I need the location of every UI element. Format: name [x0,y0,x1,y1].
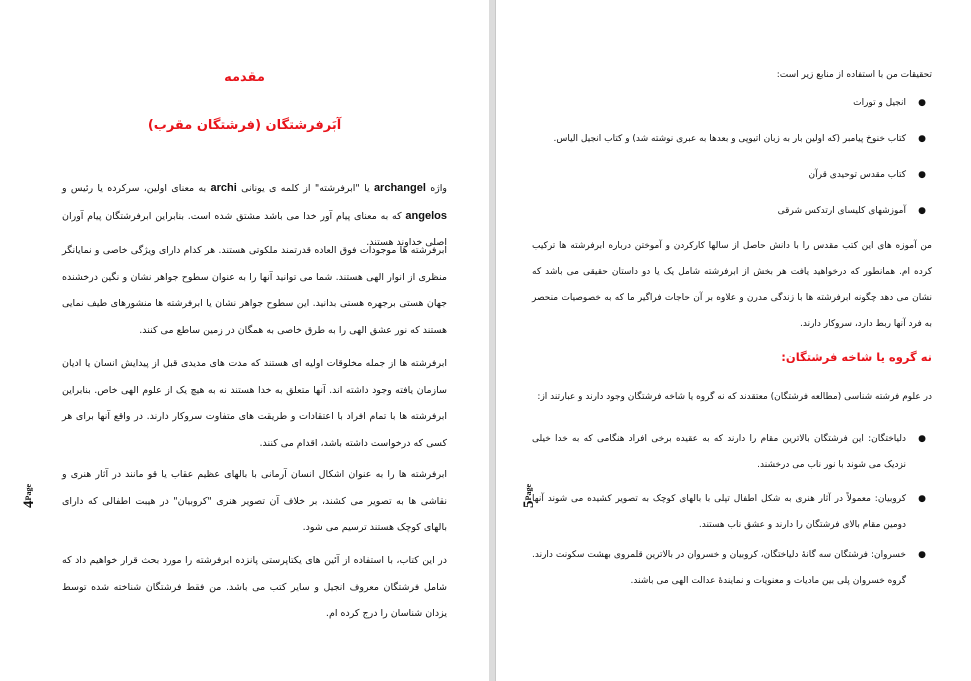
groups-list [532,426,932,598]
bullet-icon: ● [918,434,926,444]
sources-intro: تحقیقات من با استفاده از منابع زیر است: [776,70,932,80]
page-number: 4Page [21,484,37,508]
bullet-icon: ● [918,98,926,108]
paragraph: در این کتاب، با استفاده از آئین های یکتاپرستی پانزده ابرفرشته را مورد بحث قرار خواهیم داد که شامل فرشتگان معروف انجیل و سایر کتب می باشد. من فقط فرشتگان شناخته شده توسط یزدان شناسان را درج کرده ام. [62,555,447,619]
bullet-icon: ● [918,550,926,560]
page-number: 5Page [521,484,537,508]
list-item: ● کتاب مقدس توحیدی قرآن [808,170,926,180]
bullet-icon: ● [918,494,926,504]
paragraph: ابرفرشته ها را به عنوان اشکال انسان آرمانی با بالهای عظیم عقاب یا قو مانند در آثار هنری و نقاشی ها به تصویر می کشند، بر خلاف آن تصویر هنری "کروبیان" در هیبت اطفالی که دارای بالهای کوچک هستند ترسیم می شود. [62,469,447,533]
section-heading: نه گروه یا شاخه فرشتگان: [781,350,932,364]
right-page [495,0,971,681]
list-item: ● کتاب خنوخ پیامبر (که اولین بار به زبان اتیوپی و بعدها به عبری نوشته شد) و کتاب انجیل الیاس. [553,134,926,144]
list-item: ● خسروان: فرشتگان سه گانهٔ دلیاختگان، کروبیان و خسروان در بالاترین قلمروی بهشت سکونت دارند. گروه خسروان پلی بین ماديات و معنویات و نمایندهٔ عدالت الهی می باشند. [532,542,932,598]
heading-intro: در علوم فرشته شناسی (مطالعه فرشتگان) معتقدند که نه گروه یا شاخه فرشتگان وجود دارند و عبارتند از: [537,392,932,402]
bullet-icon: ● [918,170,926,180]
page-subtitle: آبَرفرشتگان (فرشتگان مقرب) [147,118,342,133]
bullet-icon: ● [918,206,926,216]
paragraph: ابرفرشته ها از جمله مخلوقات اولیه ای هستند که مدت های مدیدی قبل از پیدایش انسان یا ادیان سازمان یافته وجود داشته اند. آنها متعلق به خدا هستند نه به هیچ یک از علوم الهی خاص. بنابراین ابرفرشته ها با تمام افراد با اعتقادات و طریقت های متفاوت سروکار دارند. در واقع آنها برای هر کسی که درخواست داشته باشد، اقدام می کنند. [62,358,447,449]
paragraph-intro: واژه archangel یا "ابرفرشته" از کلمه ی یونانی archi به معنای اولین، سرکرده یا رئیس و angelos که به معنای پیام آور خدا می باشد مشتق شده است. بنابراین ابرفرشتگان پیام آوران اصلی خداوند هستند. [62,182,447,248]
bullet-icon: ● [918,134,926,144]
sources-list [532,98,932,242]
list-item: ● کروبیان: معمولاً در آثار هنری به شکل اطفال تپلی با بالهای کوچک به تصویر کشیده می شوند آنها دومین مقام بالای فرشتگان را دارند و عشق ناب هستند. [532,486,932,542]
page-title: مقدمه [224,70,265,85]
list-item: ● آموزشهای کلیسای ارتدکس شرقی [777,206,926,216]
list-item: ● دلیاختگان: این فرشتگان بالاترین مقام را دارند که به عقیده برخی افراد هنگامی که به خدا خیلی نزدیک می شوند با نور ناب می درخشند. [532,426,932,486]
body-paragraph: من آموزه های این کتب مقدس را با دانش حاصل از سالها کارکردن و آموختن درباره ابرفرشته ها ترکیب کرده ام. همانطور که درخواهید یافت هر بخش از ابرفرشته شامل یک یا دو داستان حقیقی می باشد که نشان می دهد چگونه ابرفرشته ها با زندگی مدرن و علاوه بر آن حاجات فراگیر ما که به خصوصیات منحصر به فرد آنها ربط دارد، سروکار دارند. [532,241,932,329]
list-item: ● انجیل و تورات [853,98,926,108]
paragraph: ابرفرشته ها موجودات فوق العاده قدرتمند ملکوتی هستند. هر کدام دارای ویژگی خاصی و نمایانگر منظری از انوار الهی هستند. شما می توانید آنها را به عنوان سطوح جواهر نشان و نگین درخشنده جهان هستی برجهره هستی بدانید. این سطوح جواهر نشان یا ابرفرشته ها منشورهای طیف نمایی هستند که نور عشق الهی را به طرق خاصی به همگان در زمین ساطع می کنند. [62,245,447,336]
